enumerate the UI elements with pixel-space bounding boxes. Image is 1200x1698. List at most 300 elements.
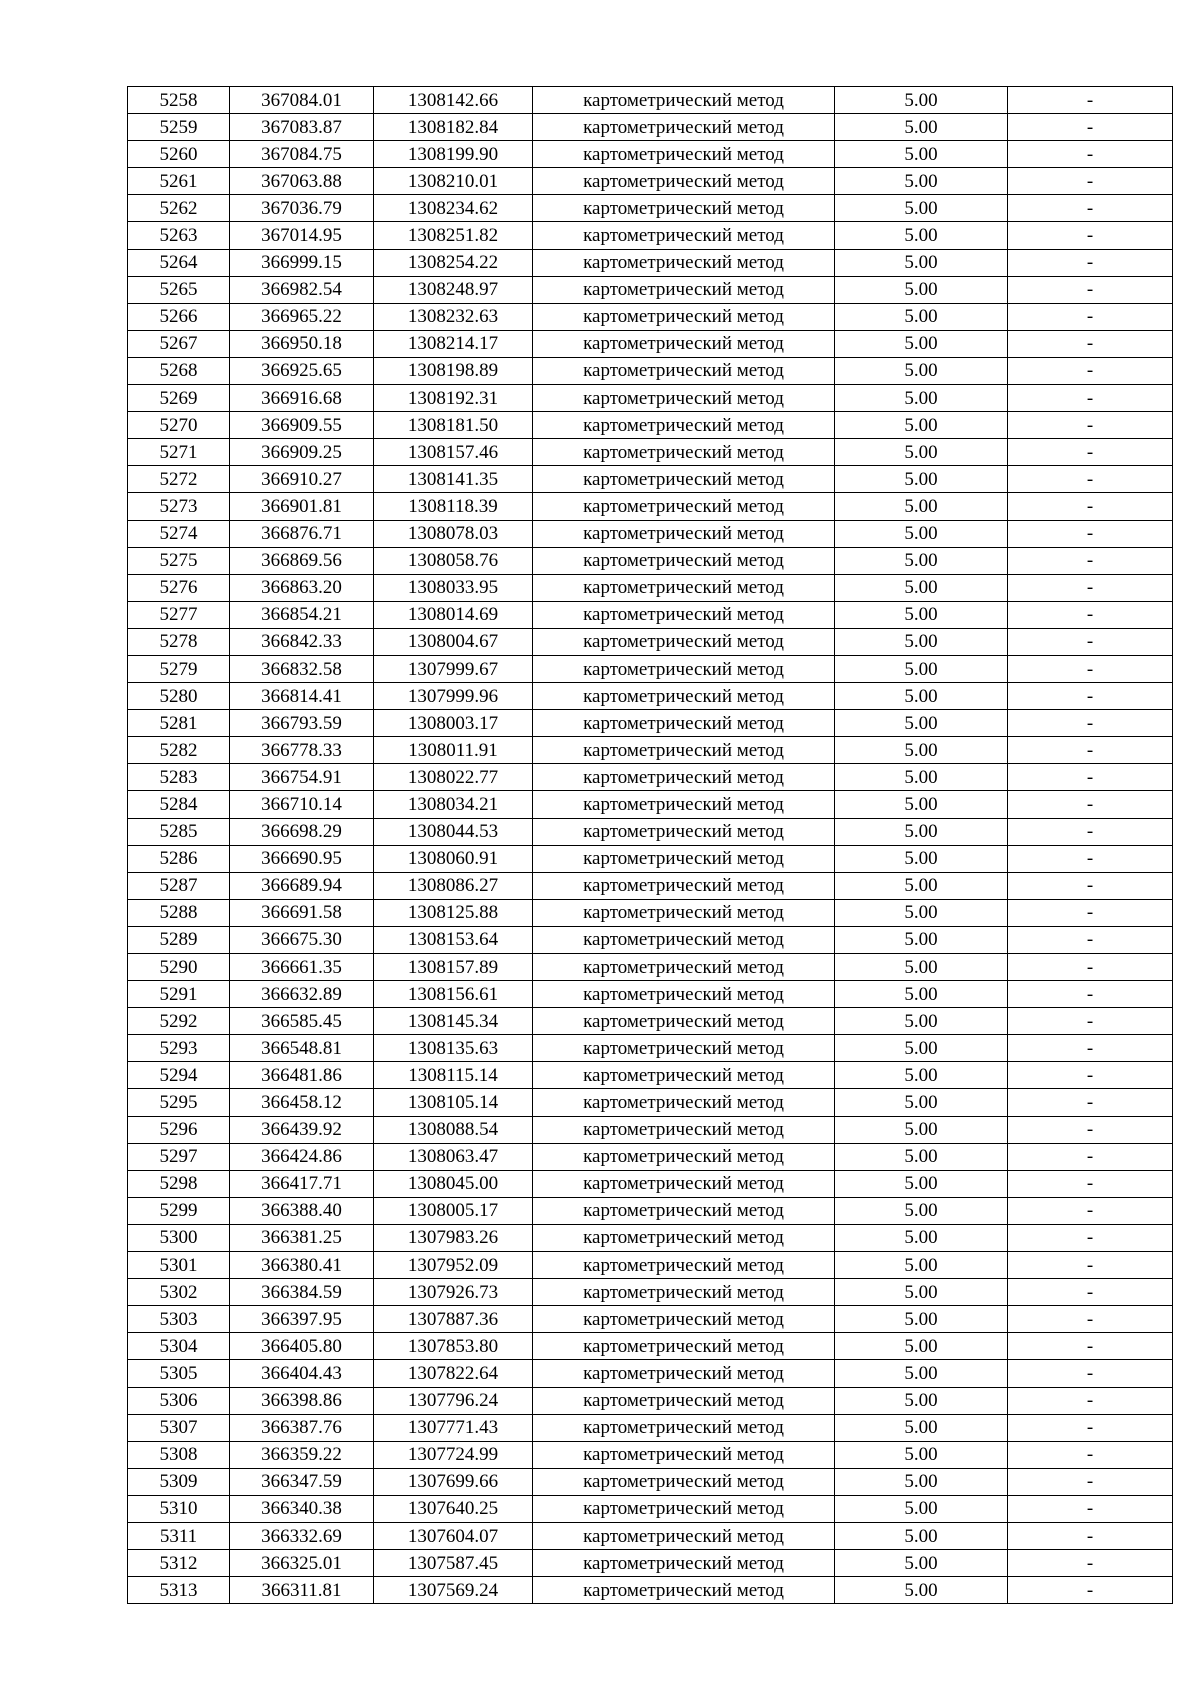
point-number-cell: 5300 bbox=[128, 1224, 230, 1251]
note-cell: - bbox=[1008, 710, 1173, 737]
table-row bbox=[128, 547, 1173, 574]
method-cell: картометрический метод bbox=[533, 1495, 835, 1522]
y-coordinate-cell: 1308078.03 bbox=[374, 520, 533, 547]
y-coordinate-cell: 1308060.91 bbox=[374, 845, 533, 872]
x-coordinate-cell: 366397.95 bbox=[230, 1306, 374, 1333]
y-coordinate-cell: 1308254.22 bbox=[374, 249, 533, 276]
x-coordinate-cell: 366398.86 bbox=[230, 1387, 374, 1414]
point-number-cell: 5310 bbox=[128, 1495, 230, 1522]
table-row bbox=[128, 412, 1173, 439]
table-row bbox=[128, 791, 1173, 818]
accuracy-cell: 5.00 bbox=[835, 601, 1008, 628]
point-number-cell: 5295 bbox=[128, 1089, 230, 1116]
y-coordinate-cell: 1308105.14 bbox=[374, 1089, 533, 1116]
accuracy-cell: 5.00 bbox=[835, 1468, 1008, 1495]
point-number-cell: 5269 bbox=[128, 385, 230, 412]
accuracy-cell: 5.00 bbox=[835, 412, 1008, 439]
point-number-cell: 5286 bbox=[128, 845, 230, 872]
method-cell: картометрический метод bbox=[533, 710, 835, 737]
x-coordinate-cell: 366854.21 bbox=[230, 601, 374, 628]
table-row bbox=[128, 1550, 1173, 1577]
note-cell: - bbox=[1008, 1360, 1173, 1387]
method-cell: картометрический метод bbox=[533, 1577, 835, 1604]
note-cell: - bbox=[1008, 1468, 1173, 1495]
point-number-cell: 5289 bbox=[128, 926, 230, 953]
x-coordinate-cell: 366778.33 bbox=[230, 737, 374, 764]
x-coordinate-cell: 366381.25 bbox=[230, 1224, 374, 1251]
table-row bbox=[128, 1170, 1173, 1197]
note-cell: - bbox=[1008, 1306, 1173, 1333]
note-cell: - bbox=[1008, 628, 1173, 655]
y-coordinate-cell: 1308182.84 bbox=[374, 114, 533, 141]
x-coordinate-cell: 366359.22 bbox=[230, 1441, 374, 1468]
accuracy-cell: 5.00 bbox=[835, 1577, 1008, 1604]
point-number-cell: 5260 bbox=[128, 141, 230, 168]
y-coordinate-cell: 1307822.64 bbox=[374, 1360, 533, 1387]
method-cell: картометрический метод bbox=[533, 493, 835, 520]
method-cell: картометрический метод bbox=[533, 1197, 835, 1224]
note-cell: - bbox=[1008, 1279, 1173, 1306]
accuracy-cell: 5.00 bbox=[835, 926, 1008, 953]
x-coordinate-cell: 366842.33 bbox=[230, 628, 374, 655]
coordinates-table-body bbox=[128, 87, 1173, 1604]
accuracy-cell: 5.00 bbox=[835, 222, 1008, 249]
accuracy-cell: 5.00 bbox=[835, 1279, 1008, 1306]
y-coordinate-cell: 1308125.88 bbox=[374, 899, 533, 926]
accuracy-cell: 5.00 bbox=[835, 818, 1008, 845]
point-number-cell: 5304 bbox=[128, 1333, 230, 1360]
x-coordinate-cell: 367036.79 bbox=[230, 195, 374, 222]
accuracy-cell: 5.00 bbox=[835, 1008, 1008, 1035]
x-coordinate-cell: 366405.80 bbox=[230, 1333, 374, 1360]
x-coordinate-cell: 366332.69 bbox=[230, 1522, 374, 1549]
accuracy-cell: 5.00 bbox=[835, 872, 1008, 899]
method-cell: картометрический метод bbox=[533, 981, 835, 1008]
table-row bbox=[128, 1522, 1173, 1549]
note-cell: - bbox=[1008, 249, 1173, 276]
point-number-cell: 5303 bbox=[128, 1306, 230, 1333]
accuracy-cell: 5.00 bbox=[835, 710, 1008, 737]
accuracy-cell: 5.00 bbox=[835, 683, 1008, 710]
method-cell: картометрический метод bbox=[533, 683, 835, 710]
accuracy-cell: 5.00 bbox=[835, 276, 1008, 303]
accuracy-cell: 5.00 bbox=[835, 1224, 1008, 1251]
method-cell: картометрический метод bbox=[533, 1522, 835, 1549]
point-number-cell: 5277 bbox=[128, 601, 230, 628]
point-number-cell: 5266 bbox=[128, 303, 230, 330]
x-coordinate-cell: 366347.59 bbox=[230, 1468, 374, 1495]
point-number-cell: 5284 bbox=[128, 791, 230, 818]
x-coordinate-cell: 366698.29 bbox=[230, 818, 374, 845]
method-cell: картометрический метод bbox=[533, 385, 835, 412]
y-coordinate-cell: 1307999.67 bbox=[374, 655, 533, 682]
accuracy-cell: 5.00 bbox=[835, 249, 1008, 276]
x-coordinate-cell: 366661.35 bbox=[230, 954, 374, 981]
x-coordinate-cell: 366916.68 bbox=[230, 385, 374, 412]
x-coordinate-cell: 366458.12 bbox=[230, 1089, 374, 1116]
note-cell: - bbox=[1008, 114, 1173, 141]
x-coordinate-cell: 366950.18 bbox=[230, 330, 374, 357]
note-cell: - bbox=[1008, 1116, 1173, 1143]
table-row bbox=[128, 1279, 1173, 1306]
y-coordinate-cell: 1307724.99 bbox=[374, 1441, 533, 1468]
y-coordinate-cell: 1308181.50 bbox=[374, 412, 533, 439]
note-cell: - bbox=[1008, 276, 1173, 303]
point-number-cell: 5283 bbox=[128, 764, 230, 791]
method-cell: картометрический метод bbox=[533, 276, 835, 303]
point-number-cell: 5311 bbox=[128, 1522, 230, 1549]
point-number-cell: 5305 bbox=[128, 1360, 230, 1387]
y-coordinate-cell: 1308011.91 bbox=[374, 737, 533, 764]
note-cell: - bbox=[1008, 954, 1173, 981]
point-number-cell: 5278 bbox=[128, 628, 230, 655]
x-coordinate-cell: 366340.38 bbox=[230, 1495, 374, 1522]
table-row bbox=[128, 357, 1173, 384]
x-coordinate-cell: 366869.56 bbox=[230, 547, 374, 574]
point-number-cell: 5298 bbox=[128, 1170, 230, 1197]
x-coordinate-cell: 366384.59 bbox=[230, 1279, 374, 1306]
method-cell: картометрический метод bbox=[533, 737, 835, 764]
y-coordinate-cell: 1308192.31 bbox=[374, 385, 533, 412]
y-coordinate-cell: 1308014.69 bbox=[374, 601, 533, 628]
method-cell: картометрический метод bbox=[533, 547, 835, 574]
accuracy-cell: 5.00 bbox=[835, 1414, 1008, 1441]
note-cell: - bbox=[1008, 872, 1173, 899]
method-cell: картометрический метод bbox=[533, 764, 835, 791]
method-cell: картометрический метод bbox=[533, 222, 835, 249]
y-coordinate-cell: 1308058.76 bbox=[374, 547, 533, 574]
note-cell: - bbox=[1008, 466, 1173, 493]
y-coordinate-cell: 1308142.66 bbox=[374, 87, 533, 114]
accuracy-cell: 5.00 bbox=[835, 1522, 1008, 1549]
accuracy-cell: 5.00 bbox=[835, 114, 1008, 141]
note-cell: - bbox=[1008, 683, 1173, 710]
point-number-cell: 5276 bbox=[128, 574, 230, 601]
method-cell: картометрический метод bbox=[533, 574, 835, 601]
table-row bbox=[128, 981, 1173, 1008]
table-row bbox=[128, 330, 1173, 357]
note-cell: - bbox=[1008, 330, 1173, 357]
y-coordinate-cell: 1308086.27 bbox=[374, 872, 533, 899]
accuracy-cell: 5.00 bbox=[835, 1306, 1008, 1333]
note-cell: - bbox=[1008, 1333, 1173, 1360]
note-cell: - bbox=[1008, 1170, 1173, 1197]
y-coordinate-cell: 1307952.09 bbox=[374, 1252, 533, 1279]
y-coordinate-cell: 1308118.39 bbox=[374, 493, 533, 520]
accuracy-cell: 5.00 bbox=[835, 655, 1008, 682]
method-cell: картометрический метод bbox=[533, 520, 835, 547]
method-cell: картометрический метод bbox=[533, 1414, 835, 1441]
point-number-cell: 5308 bbox=[128, 1441, 230, 1468]
y-coordinate-cell: 1307771.43 bbox=[374, 1414, 533, 1441]
y-coordinate-cell: 1307887.36 bbox=[374, 1306, 533, 1333]
point-number-cell: 5258 bbox=[128, 87, 230, 114]
note-cell: - bbox=[1008, 439, 1173, 466]
table-row bbox=[128, 926, 1173, 953]
method-cell: картометрический метод bbox=[533, 1306, 835, 1333]
note-cell: - bbox=[1008, 1387, 1173, 1414]
method-cell: картометрический метод bbox=[533, 87, 835, 114]
table-row bbox=[128, 764, 1173, 791]
y-coordinate-cell: 1308153.64 bbox=[374, 926, 533, 953]
x-coordinate-cell: 366690.95 bbox=[230, 845, 374, 872]
table-row bbox=[128, 1414, 1173, 1441]
note-cell: - bbox=[1008, 574, 1173, 601]
point-number-cell: 5259 bbox=[128, 114, 230, 141]
note-cell: - bbox=[1008, 87, 1173, 114]
table-row bbox=[128, 385, 1173, 412]
method-cell: картометрический метод bbox=[533, 1441, 835, 1468]
x-coordinate-cell: 366311.81 bbox=[230, 1577, 374, 1604]
y-coordinate-cell: 1308157.46 bbox=[374, 439, 533, 466]
method-cell: картометрический метод bbox=[533, 141, 835, 168]
table-row bbox=[128, 601, 1173, 628]
method-cell: картометрический метод bbox=[533, 1035, 835, 1062]
accuracy-cell: 5.00 bbox=[835, 1116, 1008, 1143]
x-coordinate-cell: 366689.94 bbox=[230, 872, 374, 899]
table-row bbox=[128, 655, 1173, 682]
note-cell: - bbox=[1008, 357, 1173, 384]
accuracy-cell: 5.00 bbox=[835, 1089, 1008, 1116]
y-coordinate-cell: 1308033.95 bbox=[374, 574, 533, 601]
method-cell: картометрический метод bbox=[533, 1468, 835, 1495]
note-cell: - bbox=[1008, 845, 1173, 872]
method-cell: картометрический метод bbox=[533, 655, 835, 682]
table-row bbox=[128, 114, 1173, 141]
method-cell: картометрический метод bbox=[533, 1143, 835, 1170]
accuracy-cell: 5.00 bbox=[835, 1062, 1008, 1089]
method-cell: картометрический метод bbox=[533, 1008, 835, 1035]
point-number-cell: 5313 bbox=[128, 1577, 230, 1604]
note-cell: - bbox=[1008, 1143, 1173, 1170]
point-number-cell: 5271 bbox=[128, 439, 230, 466]
note-cell: - bbox=[1008, 385, 1173, 412]
point-number-cell: 5292 bbox=[128, 1008, 230, 1035]
x-coordinate-cell: 367063.88 bbox=[230, 168, 374, 195]
table-row bbox=[128, 222, 1173, 249]
accuracy-cell: 5.00 bbox=[835, 954, 1008, 981]
method-cell: картометрический метод bbox=[533, 168, 835, 195]
table-row bbox=[128, 1495, 1173, 1522]
y-coordinate-cell: 1308248.97 bbox=[374, 276, 533, 303]
table-row bbox=[128, 303, 1173, 330]
x-coordinate-cell: 366481.86 bbox=[230, 1062, 374, 1089]
method-cell: картометрический метод bbox=[533, 114, 835, 141]
x-coordinate-cell: 366863.20 bbox=[230, 574, 374, 601]
table-row bbox=[128, 1577, 1173, 1604]
table-row bbox=[128, 249, 1173, 276]
point-number-cell: 5275 bbox=[128, 547, 230, 574]
y-coordinate-cell: 1308232.63 bbox=[374, 303, 533, 330]
y-coordinate-cell: 1308088.54 bbox=[374, 1116, 533, 1143]
table-row bbox=[128, 574, 1173, 601]
table-row bbox=[128, 466, 1173, 493]
table-row bbox=[128, 1306, 1173, 1333]
x-coordinate-cell: 366417.71 bbox=[230, 1170, 374, 1197]
accuracy-cell: 5.00 bbox=[835, 981, 1008, 1008]
method-cell: картометрический метод bbox=[533, 357, 835, 384]
y-coordinate-cell: 1307587.45 bbox=[374, 1550, 533, 1577]
accuracy-cell: 5.00 bbox=[835, 1170, 1008, 1197]
y-coordinate-cell: 1308199.90 bbox=[374, 141, 533, 168]
method-cell: картометрический метод bbox=[533, 249, 835, 276]
note-cell: - bbox=[1008, 737, 1173, 764]
point-number-cell: 5293 bbox=[128, 1035, 230, 1062]
note-cell: - bbox=[1008, 764, 1173, 791]
y-coordinate-cell: 1308003.17 bbox=[374, 710, 533, 737]
table-row bbox=[128, 710, 1173, 737]
table-row bbox=[128, 1224, 1173, 1251]
accuracy-cell: 5.00 bbox=[835, 466, 1008, 493]
note-cell: - bbox=[1008, 1495, 1173, 1522]
note-cell: - bbox=[1008, 1522, 1173, 1549]
table-row bbox=[128, 1143, 1173, 1170]
method-cell: картометрический метод bbox=[533, 1170, 835, 1197]
accuracy-cell: 5.00 bbox=[835, 1550, 1008, 1577]
method-cell: картометрический метод bbox=[533, 1333, 835, 1360]
table-row bbox=[128, 683, 1173, 710]
coordinates-table bbox=[127, 86, 1173, 1604]
y-coordinate-cell: 1308005.17 bbox=[374, 1197, 533, 1224]
point-number-cell: 5279 bbox=[128, 655, 230, 682]
y-coordinate-cell: 1308234.62 bbox=[374, 195, 533, 222]
note-cell: - bbox=[1008, 1089, 1173, 1116]
table-row bbox=[128, 1089, 1173, 1116]
method-cell: картометрический метод bbox=[533, 330, 835, 357]
point-number-cell: 5299 bbox=[128, 1197, 230, 1224]
table-row bbox=[128, 1468, 1173, 1495]
x-coordinate-cell: 366424.86 bbox=[230, 1143, 374, 1170]
table-row bbox=[128, 276, 1173, 303]
method-cell: картометрический метод bbox=[533, 1279, 835, 1306]
accuracy-cell: 5.00 bbox=[835, 791, 1008, 818]
x-coordinate-cell: 366876.71 bbox=[230, 520, 374, 547]
point-number-cell: 5282 bbox=[128, 737, 230, 764]
x-coordinate-cell: 366754.91 bbox=[230, 764, 374, 791]
accuracy-cell: 5.00 bbox=[835, 195, 1008, 222]
note-cell: - bbox=[1008, 1008, 1173, 1035]
method-cell: картометрический метод bbox=[533, 466, 835, 493]
note-cell: - bbox=[1008, 520, 1173, 547]
y-coordinate-cell: 1307796.24 bbox=[374, 1387, 533, 1414]
method-cell: картометрический метод bbox=[533, 872, 835, 899]
note-cell: - bbox=[1008, 493, 1173, 520]
point-number-cell: 5272 bbox=[128, 466, 230, 493]
accuracy-cell: 5.00 bbox=[835, 493, 1008, 520]
y-coordinate-cell: 1308157.89 bbox=[374, 954, 533, 981]
point-number-cell: 5265 bbox=[128, 276, 230, 303]
table-row bbox=[128, 1441, 1173, 1468]
note-cell: - bbox=[1008, 926, 1173, 953]
accuracy-cell: 5.00 bbox=[835, 1197, 1008, 1224]
point-number-cell: 5297 bbox=[128, 1143, 230, 1170]
method-cell: картометрический метод bbox=[533, 439, 835, 466]
point-number-cell: 5306 bbox=[128, 1387, 230, 1414]
accuracy-cell: 5.00 bbox=[835, 547, 1008, 574]
y-coordinate-cell: 1308034.21 bbox=[374, 791, 533, 818]
x-coordinate-cell: 366814.41 bbox=[230, 683, 374, 710]
method-cell: картометрический метод bbox=[533, 303, 835, 330]
point-number-cell: 5287 bbox=[128, 872, 230, 899]
table-row bbox=[128, 628, 1173, 655]
y-coordinate-cell: 1307604.07 bbox=[374, 1522, 533, 1549]
point-number-cell: 5301 bbox=[128, 1252, 230, 1279]
accuracy-cell: 5.00 bbox=[835, 141, 1008, 168]
x-coordinate-cell: 367014.95 bbox=[230, 222, 374, 249]
table-row bbox=[128, 737, 1173, 764]
x-coordinate-cell: 366982.54 bbox=[230, 276, 374, 303]
point-number-cell: 5261 bbox=[128, 168, 230, 195]
point-number-cell: 5290 bbox=[128, 954, 230, 981]
x-coordinate-cell: 366548.81 bbox=[230, 1035, 374, 1062]
y-coordinate-cell: 1308145.34 bbox=[374, 1008, 533, 1035]
method-cell: картометрический метод bbox=[533, 1550, 835, 1577]
y-coordinate-cell: 1308004.67 bbox=[374, 628, 533, 655]
method-cell: картометрический метод bbox=[533, 195, 835, 222]
note-cell: - bbox=[1008, 899, 1173, 926]
note-cell: - bbox=[1008, 195, 1173, 222]
table-row bbox=[128, 141, 1173, 168]
accuracy-cell: 5.00 bbox=[835, 168, 1008, 195]
point-number-cell: 5263 bbox=[128, 222, 230, 249]
accuracy-cell: 5.00 bbox=[835, 1387, 1008, 1414]
method-cell: картометрический метод bbox=[533, 601, 835, 628]
x-coordinate-cell: 366691.58 bbox=[230, 899, 374, 926]
accuracy-cell: 5.00 bbox=[835, 1035, 1008, 1062]
table-row bbox=[128, 1197, 1173, 1224]
method-cell: картометрический метод bbox=[533, 899, 835, 926]
y-coordinate-cell: 1307983.26 bbox=[374, 1224, 533, 1251]
note-cell: - bbox=[1008, 601, 1173, 628]
y-coordinate-cell: 1307640.25 bbox=[374, 1495, 533, 1522]
y-coordinate-cell: 1308210.01 bbox=[374, 168, 533, 195]
accuracy-cell: 5.00 bbox=[835, 439, 1008, 466]
point-number-cell: 5280 bbox=[128, 683, 230, 710]
note-cell: - bbox=[1008, 818, 1173, 845]
accuracy-cell: 5.00 bbox=[835, 899, 1008, 926]
table-row bbox=[128, 845, 1173, 872]
table-row bbox=[128, 520, 1173, 547]
note-cell: - bbox=[1008, 1414, 1173, 1441]
note-cell: - bbox=[1008, 1035, 1173, 1062]
table-row bbox=[128, 1008, 1173, 1035]
y-coordinate-cell: 1308135.63 bbox=[374, 1035, 533, 1062]
x-coordinate-cell: 366909.25 bbox=[230, 439, 374, 466]
y-coordinate-cell: 1307999.96 bbox=[374, 683, 533, 710]
accuracy-cell: 5.00 bbox=[835, 1441, 1008, 1468]
accuracy-cell: 5.00 bbox=[835, 1252, 1008, 1279]
x-coordinate-cell: 366439.92 bbox=[230, 1116, 374, 1143]
x-coordinate-cell: 366710.14 bbox=[230, 791, 374, 818]
y-coordinate-cell: 1308022.77 bbox=[374, 764, 533, 791]
point-number-cell: 5291 bbox=[128, 981, 230, 1008]
y-coordinate-cell: 1308063.47 bbox=[374, 1143, 533, 1170]
point-number-cell: 5307 bbox=[128, 1414, 230, 1441]
accuracy-cell: 5.00 bbox=[835, 520, 1008, 547]
note-cell: - bbox=[1008, 303, 1173, 330]
table-row bbox=[128, 1116, 1173, 1143]
x-coordinate-cell: 366793.59 bbox=[230, 710, 374, 737]
table-row bbox=[128, 168, 1173, 195]
table-row bbox=[128, 1252, 1173, 1279]
table-row bbox=[128, 1387, 1173, 1414]
x-coordinate-cell: 366632.89 bbox=[230, 981, 374, 1008]
table-row bbox=[128, 1035, 1173, 1062]
table-row bbox=[128, 1360, 1173, 1387]
x-coordinate-cell: 366925.65 bbox=[230, 357, 374, 384]
table-row bbox=[128, 1333, 1173, 1360]
table-row bbox=[128, 818, 1173, 845]
